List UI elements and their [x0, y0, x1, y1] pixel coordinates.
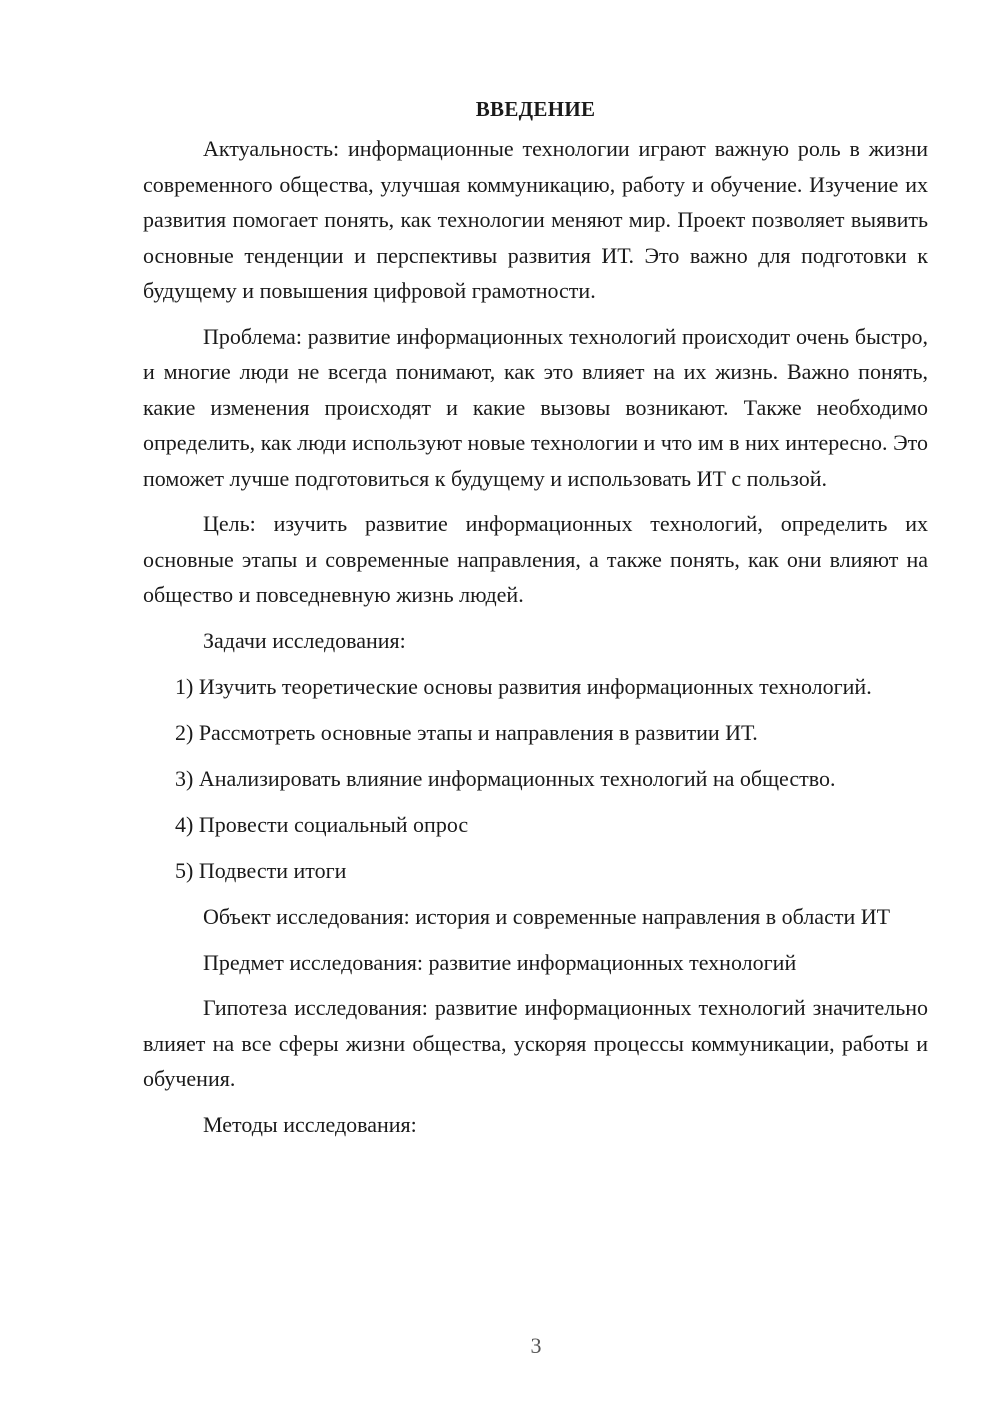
paragraph-tasks-heading: Задачи исследования:: [203, 628, 406, 654]
task-item-5: 5) Подвести итоги: [175, 857, 347, 883]
task-item-3: 3) Анализировать влияние информационных технологий на общество.: [175, 765, 836, 791]
task-item-1: 1) Изучить теоретические основы развития информационных технологий.: [175, 674, 872, 700]
paragraph-problem: Проблема: развитие информационных технологий происходит очень быстро, и многие люди не всегда понимают, как это влияет на их жизнь. Важно понять, какие изменения происходят и какие вызовы возникают. Также необходимо определить, как люди используют новые технологии и что им в них интересно. Это поможет лучше подготовиться к будущему и использовать ИТ с пользой.: [143, 323, 928, 491]
document-page: [143, 92, 928, 1153]
paragraph-object: Объект исследования: история и современные направления в области ИТ: [203, 903, 891, 929]
paragraph-relevance: Актуальность: информационные технологии играют важную роль в жизни современного общества, улучшая коммуникацию, работу и обучение. Изучение их развития помогает понять, как технологии меняют мир. Проект позволяет выявить основные тенденции и перспективы развития ИТ. Это важно для подготовки к будущему и повышения цифровой грамотности.: [143, 136, 928, 304]
section-title: ВВЕДЕНИЕ: [475, 97, 596, 121]
paragraph-subject: Предмет исследования: развитие информационных технологий: [203, 949, 797, 975]
paragraph-goal: Цель: изучить развитие информационных технологий, определить их основные этапы и современные направления, а также понять, как они влияют на общество и повседневную жизнь людей.: [143, 511, 928, 608]
page-number: 3: [530, 1333, 542, 1358]
task-item-2: 2) Рассмотреть основные этапы и направления в развитии ИТ.: [175, 720, 758, 745]
task-item-4: 4) Провести социальный опрос: [175, 811, 469, 837]
paragraph-methods: Методы исследования:: [203, 1112, 417, 1138]
paragraph-hypothesis: Гипотеза исследования: развитие информационных технологий значительно влияет на все сферы жизни общества, ускоряя процессы коммуникации, работы и обучения.: [143, 995, 928, 1092]
